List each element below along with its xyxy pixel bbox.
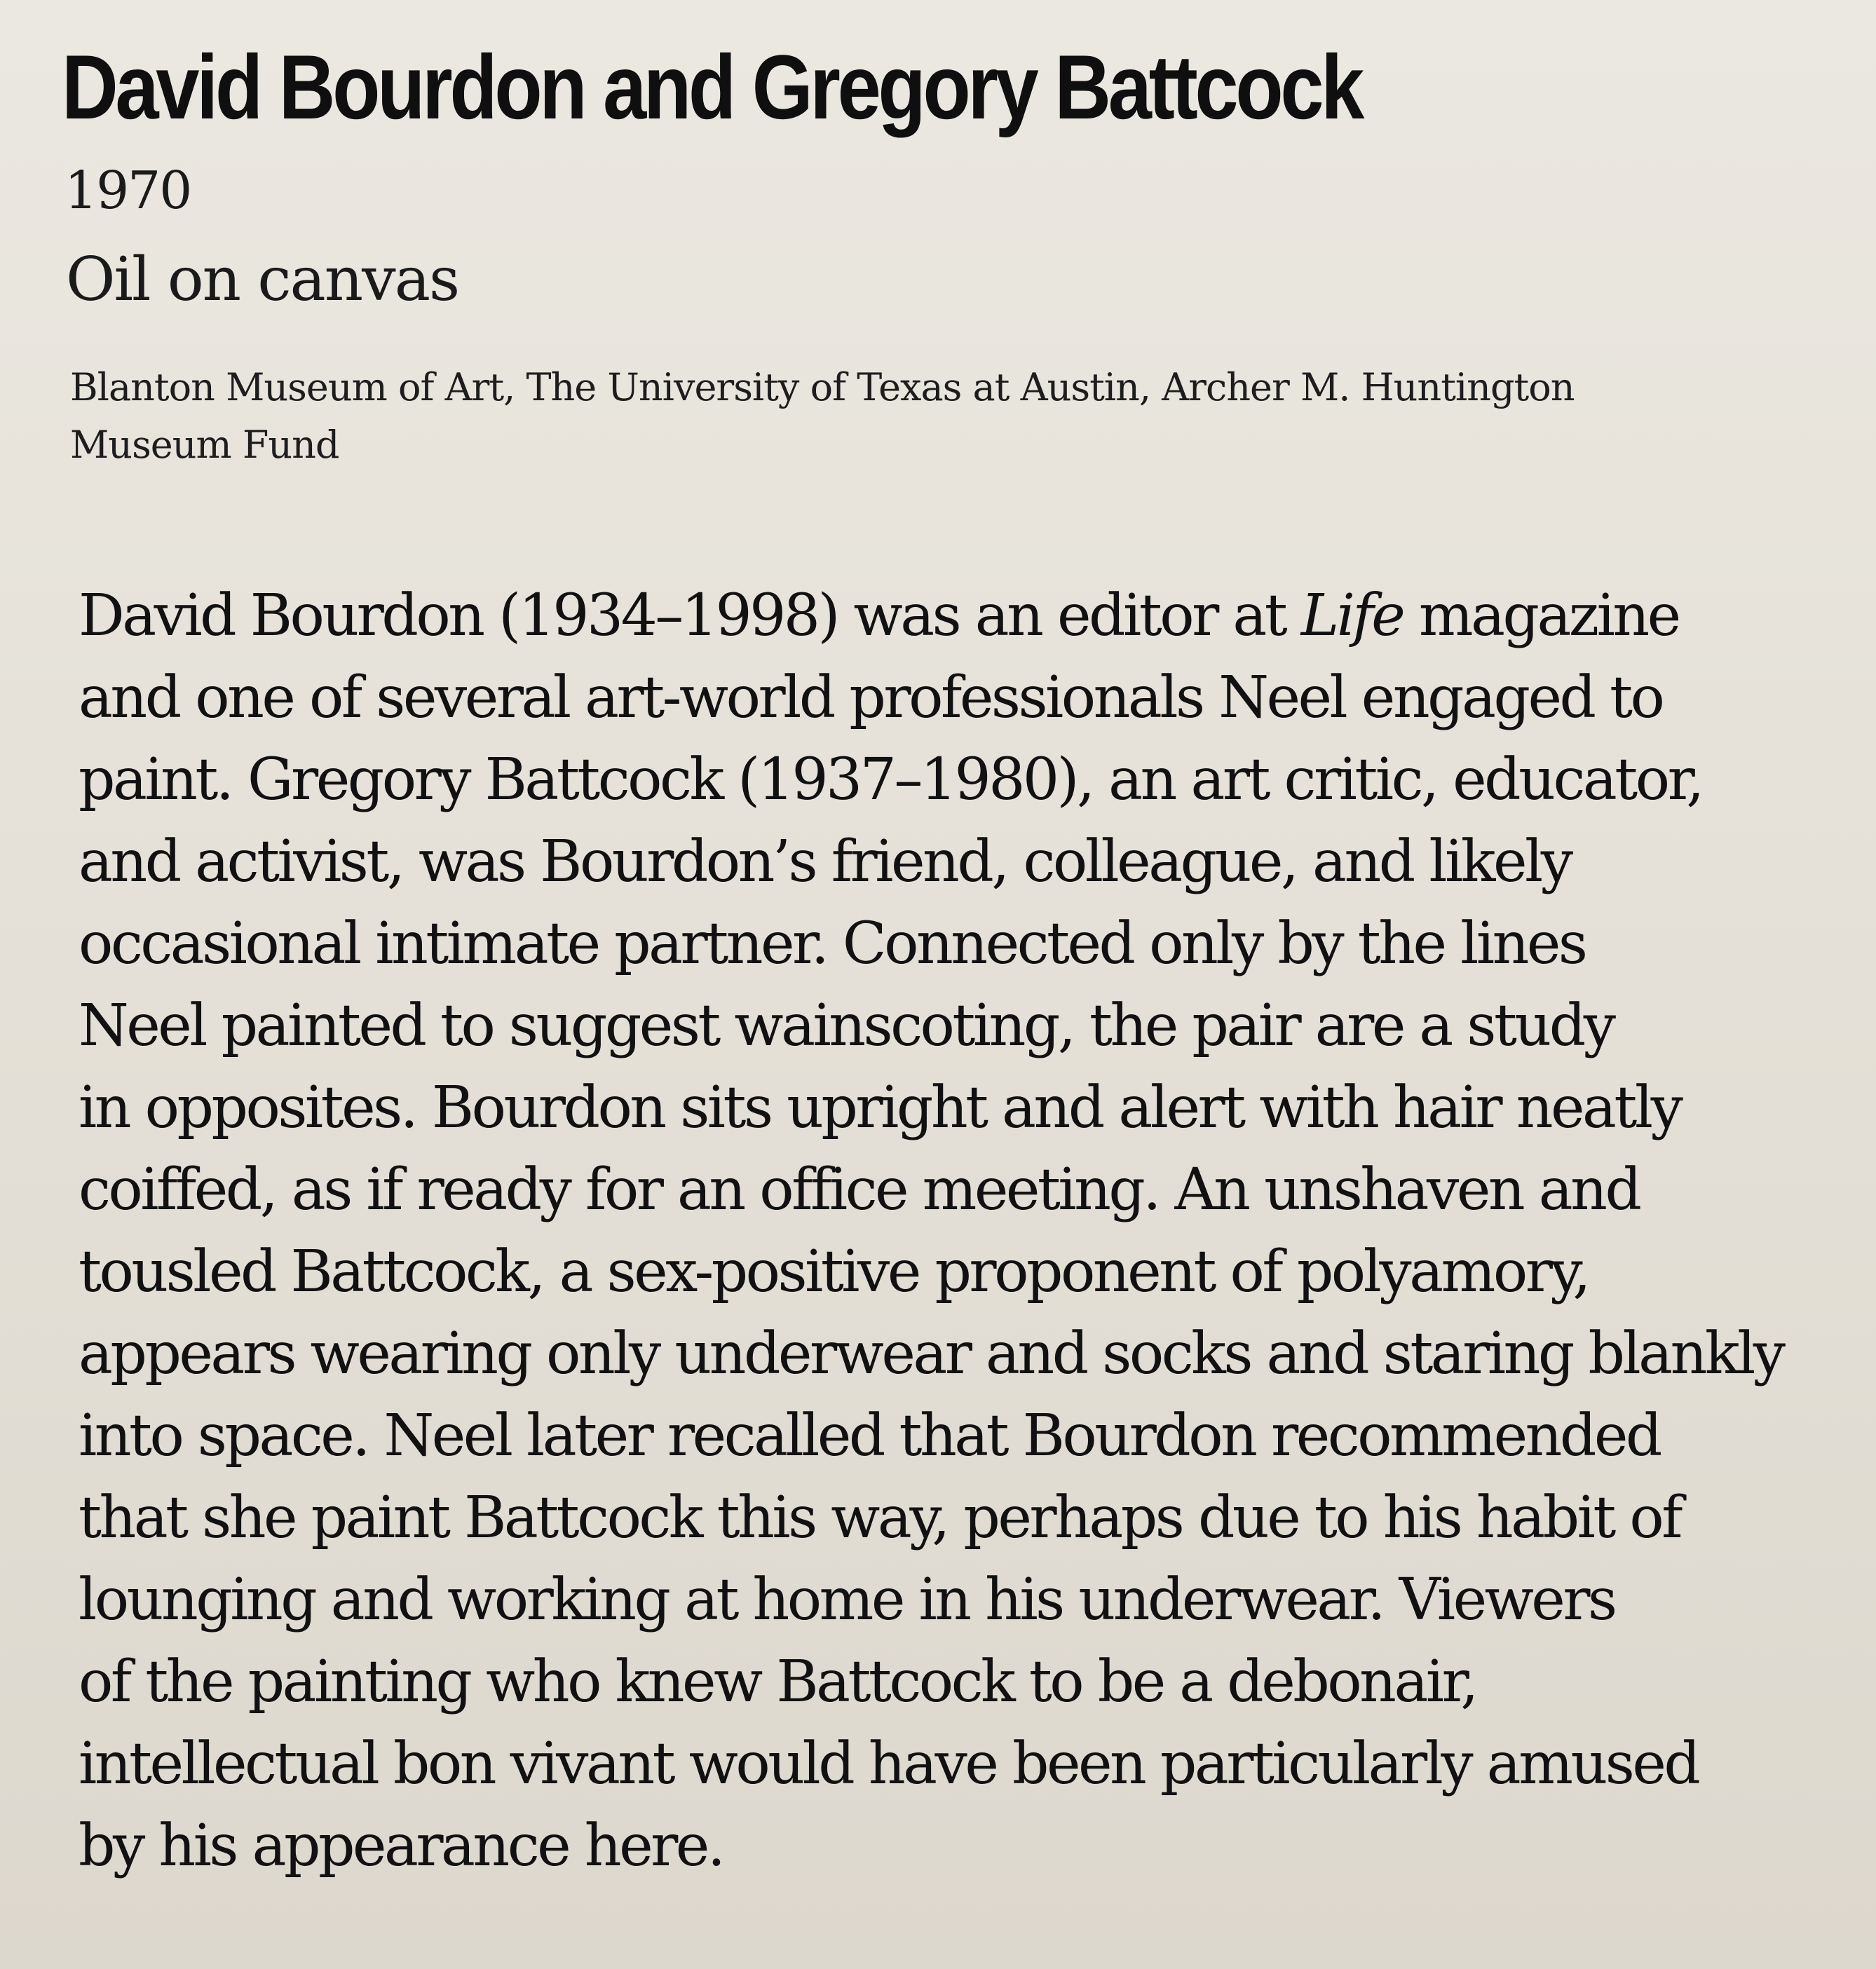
description-line-4: and activist, was Bourdon’s friend, colleague, and likely [79,829,1571,895]
description-line-12: that she paint Battcock this way, perhaps due to his habit of [79,1485,1681,1551]
description-line-1-end: magazine [1403,582,1679,649]
description-line-16: by his appearance here. [79,1813,723,1879]
description-line-1-start: David Bourdon (1934–1998) was an editor at [79,582,1301,649]
description-line-14: of the painting who knew Battcock to be a debonair, [79,1649,1476,1715]
artwork-title: David Bourdon and Gregory Battcock [62,36,1362,138]
description-line-15: intellectual bon vivant would have been particularly amused [79,1731,1699,1797]
description-line-9: tousled Battcock, a sex-positive proponent of polyamory, [79,1239,1589,1305]
credit-line [70,359,1753,474]
artwork-year: 1970 [64,161,191,221]
magazine-title: Life [1300,582,1403,649]
description-line-7: in opposites. Bourdon sits upright and alert with hair neatly [79,1075,1681,1141]
description-line-5: occasional intimate partner. Connected only by the lines [79,911,1586,977]
description-line-13: lounging and working at home in his underwear. Viewers [79,1567,1615,1633]
description-line-2: and one of several art-world professionals Neel engaged to [79,665,1663,731]
description-line-8: coiffed, as if ready for an office meeting. An unshaven and [79,1157,1640,1223]
description-line-3: paint. Gregory Battcock (1937–1980), an art critic, educator, [79,747,1702,813]
description-line-6: Neel painted to suggest wainscoting, the pair are a study [79,993,1614,1059]
credit-line-1: Blanton Museum of Art, The University of Texas at Austin, Archer M. Huntington [70,365,1575,409]
description-line-10: appears wearing only underwear and socks and staring blankly [79,1321,1783,1387]
label-description [79,575,1845,1887]
description-line-1 [79,575,1845,657]
artwork-medium: Oil on canvas [66,245,459,315]
description-line-11: into space. Neel later recalled that Bourdon recommended [79,1403,1660,1469]
credit-line-2: Museum Fund [70,423,339,467]
